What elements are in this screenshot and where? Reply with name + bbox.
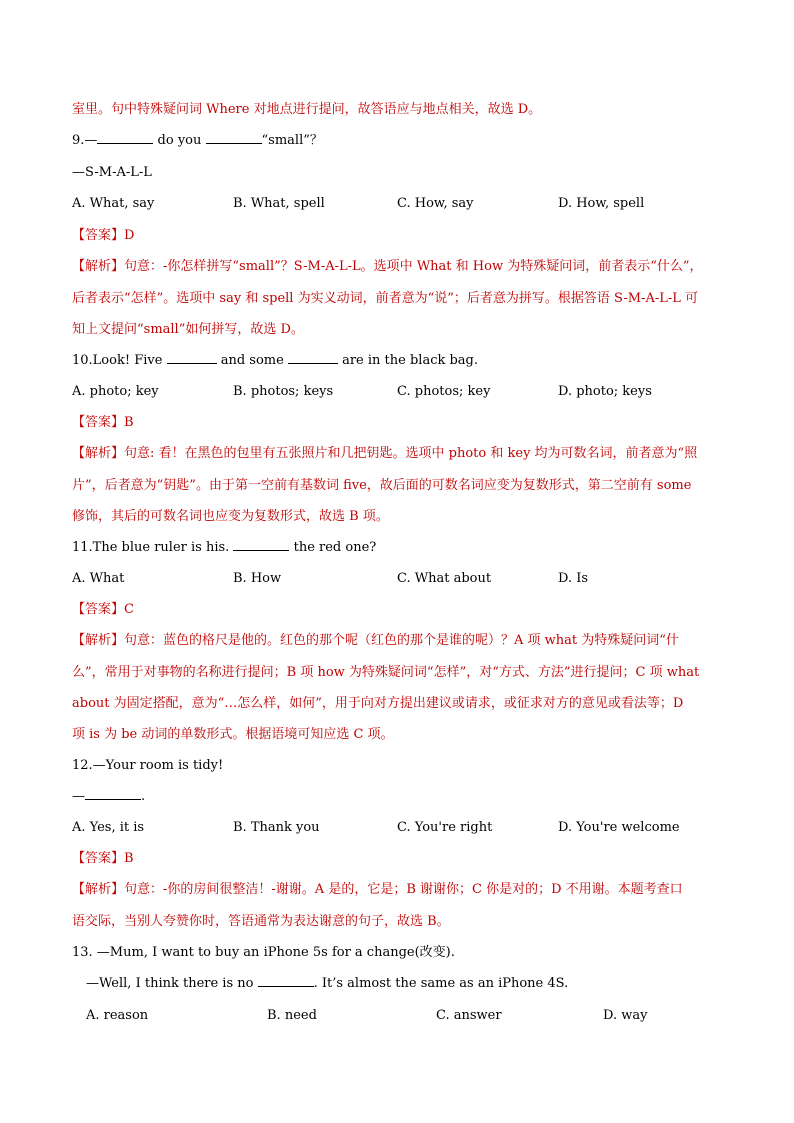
period: . [141, 789, 146, 804]
analysis-text: 句意：-你的房间很整洁！-谢谢。A 是的，它是；B 谢谢你；C 你是对的；D 不用谢。本题考查口 [124, 882, 683, 897]
analysis-text: 句意: 看！在黑色的包里有五张照片和几把钥匙。选项中 photo 和 key 均为可数名词，前者意为“照 [124, 446, 698, 461]
question-11-answer [72, 600, 722, 620]
question-11-option-c: C. What about [397, 571, 492, 586]
question-9-response: —S-M-A-L-L [72, 165, 152, 180]
question-9-text-2: “small”？ [261, 133, 323, 148]
question-10-option-b: B. photos; keys [233, 384, 334, 399]
blank-1 [85, 787, 141, 800]
question-9-number: 9.— [72, 133, 98, 148]
question-10-analysis-line-1 [72, 444, 722, 464]
question-9-analysis-line-3: 知上文提问“small”如何拼写，故选 D。 [72, 322, 304, 337]
question-10-option-c: C. photos; key [397, 384, 491, 399]
question-12-stem: 12.—Your room is tidy! [72, 758, 224, 773]
question-10-option-a: A. photo; key [72, 384, 159, 399]
question-10-analysis-line-2: 片”，后者意为“钥匙”。由于第一空前有基数词 five，故后面的可数名词应变为复数形式，第二空前有 some [72, 478, 692, 493]
question-12-option-b: B. Thank you [233, 820, 320, 835]
answer-tag: 【答案】 [72, 228, 125, 243]
analysis-tag: 【解析】 [72, 259, 125, 274]
analysis-tag: 【解析】 [72, 446, 125, 461]
question-12-answer [72, 849, 722, 869]
dash: — [72, 789, 85, 804]
question-12-option-d: D. You're welcome [558, 820, 680, 835]
answer-value: B [124, 851, 134, 866]
question-10-option-d: D. photo; keys [558, 384, 652, 399]
question-10-answer [72, 413, 722, 433]
question-9-text-1: do you [157, 133, 202, 148]
question-11-analysis-line-2: 么”，常用于对事物的名称进行提问；B 项 how 为特殊疑问词“怎样”，对“方式、方法”进行提问；C 项 what [72, 665, 700, 680]
question-10-stem [72, 351, 722, 371]
question-13-response [86, 974, 736, 994]
question-13-stem: 13. —Mum, I want to buy an iPhone 5s for a change(改变). [72, 945, 455, 960]
question-9-stem [72, 131, 722, 151]
question-9-option-c: C. How, say [397, 196, 474, 211]
question-11-analysis-line-1 [72, 631, 722, 651]
analysis-text: 句意：蓝色的格尺是他的。红色的那个呢（红色的那个是谁的呢）？A 项 what 为特殊疑问词“什 [124, 633, 679, 648]
question-11-stem [72, 538, 722, 558]
question-13-text-1: —Well, I think there is no [86, 976, 254, 991]
question-9-analysis-line-1 [72, 257, 722, 277]
question-11-option-a: A. What [72, 571, 125, 586]
blank-1 [233, 538, 289, 551]
question-12-analysis-line-2: 语交际，当别人夸赞你时，答语通常为表达谢意的句子，故选 B。 [72, 914, 450, 929]
question-11-analysis-line-4: 项 is 为 be 动词的单数形式。根据语境可知应选 C 项。 [72, 727, 394, 742]
question-11-option-d: D. Is [558, 571, 589, 586]
question-12-option-a: A. Yes, it is [72, 820, 145, 835]
previous-analysis-continuation: 室里。句中特殊疑问词 Where 对地点进行提问，故答语应与地点相关，故选 D。 [72, 102, 542, 117]
answer-tag: 【答案】 [72, 415, 125, 430]
blank-1 [97, 131, 153, 144]
analysis-tag: 【解析】 [72, 633, 125, 648]
question-12-response [72, 787, 722, 807]
answer-value: D [124, 228, 135, 243]
answer-tag: 【答案】 [72, 851, 125, 866]
question-12-option-c: C. You're right [397, 820, 493, 835]
answer-value: C [124, 602, 134, 617]
question-13-option-d: D. way [603, 1008, 648, 1023]
question-11-analysis-line-3: about 为固定搭配，意为“…怎么样，如何”，用于向对方提出建议或请求，或征求对方的意见或看法等；D [72, 696, 684, 711]
question-12-analysis-line-1 [72, 880, 722, 900]
answer-value: B [124, 415, 134, 430]
question-9-option-d: D. How, spell [558, 196, 645, 211]
blank-2 [288, 351, 338, 364]
blank-2 [206, 131, 262, 144]
question-10-analysis-line-3: 修饰，其后的可数名词也应变为复数形式，故选 B 项。 [72, 509, 389, 524]
question-13-option-b: B. need [267, 1008, 317, 1023]
analysis-text: 句意：-你怎样拼写“small”？S-M-A-L-L。选项中 What 和 How 为特殊疑问词，前者表示“什么”， [124, 259, 703, 274]
question-11-text-1: 11.The blue ruler is his. [72, 540, 230, 555]
question-9-analysis-line-2: 后者表示“怎样”。选项中 say 和 spell 为实义动词，前者意为“说”；后者意为拼写。根据答语 S-M-A-L-L 可 [72, 291, 699, 306]
question-10-text-2: and some [220, 353, 284, 368]
question-9-option-a: A. What, say [72, 196, 155, 211]
blank-1 [258, 974, 314, 987]
question-9-option-b: B. What, spell [233, 196, 325, 211]
question-9-answer [72, 226, 722, 246]
question-13-text-2: . It’s almost the same as an iPhone 4S. [313, 976, 569, 991]
question-11-option-b: B. How [233, 571, 282, 586]
analysis-tag: 【解析】 [72, 882, 125, 897]
question-10-text-3: are in the black bag. [342, 353, 479, 368]
question-13-option-a: A. reason [86, 1008, 149, 1023]
question-10-text-1: 10.Look! Five [72, 353, 163, 368]
question-11-text-2: the red one? [293, 540, 377, 555]
answer-tag: 【答案】 [72, 602, 125, 617]
question-13-option-c: C. answer [436, 1008, 502, 1023]
blank-1 [167, 351, 217, 364]
